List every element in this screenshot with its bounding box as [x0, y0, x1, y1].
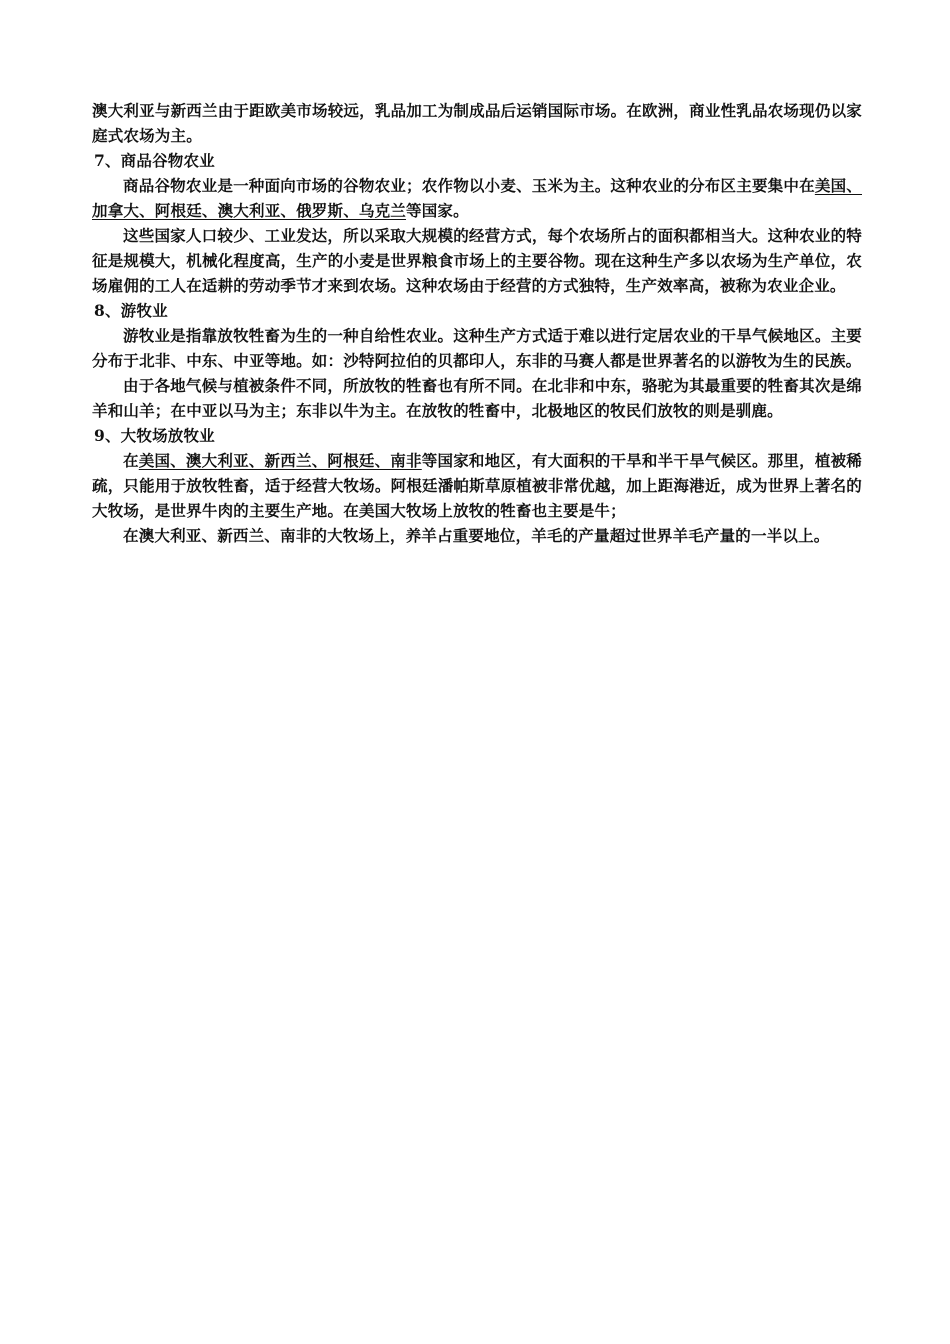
section-9-paragraph-1	[92, 448, 862, 523]
intro-paragraph	[92, 98, 862, 148]
section-9-paragraph-2: 在澳大利亚、新西兰、南非的大牧场上，养羊占重要地位，羊毛的产量超过世界羊毛产量的一半以上。	[123, 526, 830, 545]
section-9-p1-underlined-countries: 美国、澳大利亚、新西兰、阿根廷、南非	[138, 451, 422, 470]
section-8-paragraph-1: 游牧业是指靠放牧牲畜为生的一种自给性农业。这种生产方式适于难以进行定居农业的干旱气候地区。主要分布于北非、中东、中亚等地。如：沙特阿拉伯的贝都印人，东非的马赛人都是世界著名的以游牧为生的民族。	[92, 326, 862, 370]
section-7-p1-underlined-countries: 美国、加拿大、阿根廷、澳大利亚、俄罗斯、乌克兰	[92, 176, 862, 220]
section-9-heading: 9、大牧场放牧业	[94, 426, 215, 445]
section-7-p1-text-b: 等国家。	[406, 201, 469, 220]
section-9-p1-text-b: 等国家和地区，有大面积的干旱和半干旱气候区。那里，植被稀疏，只能用于放牧牲畜，适于经营大牧场。阿根廷潘帕斯草原植被非常优越，加上距海港近，成为世界上著名的大牧场，是世界牛肉的主要生产地。在美国大牧场上放牧的牲畜也主要是牛；	[92, 451, 863, 520]
section-7-paragraph-1	[92, 173, 862, 223]
section-8-paragraph-2: 由于各地气候与植被条件不同，所放牧的牲畜也有所不同。在北非和中东，骆驼为其最重要的牲畜其次是绵羊和山羊；在中亚以马为主；东非以牛为主。在放牧的牲畜中，北极地区的牧民们放牧的则是驯鹿。	[92, 376, 862, 420]
section-7-heading: 7、商品谷物农业	[94, 151, 215, 170]
section-9-p1-text-a: 在	[123, 451, 139, 470]
document-body	[92, 98, 862, 548]
section-7-paragraph-2: 这些国家人口较少、工业发达，所以采取大规模的经营方式，每个农场所占的面积都相当大。这种农业的特征是规模大，机械化程度高，生产的小麦是世界粮食市场上的主要谷物。现在这种生产多以农场为生产单位，农场雇佣的工人在适耕的劳动季节才来到农场。这种农场由于经营的方式独特，生产效率高，被称为农业企业。	[92, 226, 862, 295]
intro-text: 澳大利亚与新西兰由于距欧美市场较远，乳品加工为制成品后运销国际市场。在欧洲，商业性乳品农场现仍以家庭式农场为主。	[92, 101, 862, 145]
section-7-p1-text-a: 商品谷物农业是一种面向市场的谷物农业；农作物以小麦、玉米为主。这种农业的分布区主要集中在	[123, 176, 815, 195]
section-8-heading: 8、游牧业	[94, 301, 168, 320]
